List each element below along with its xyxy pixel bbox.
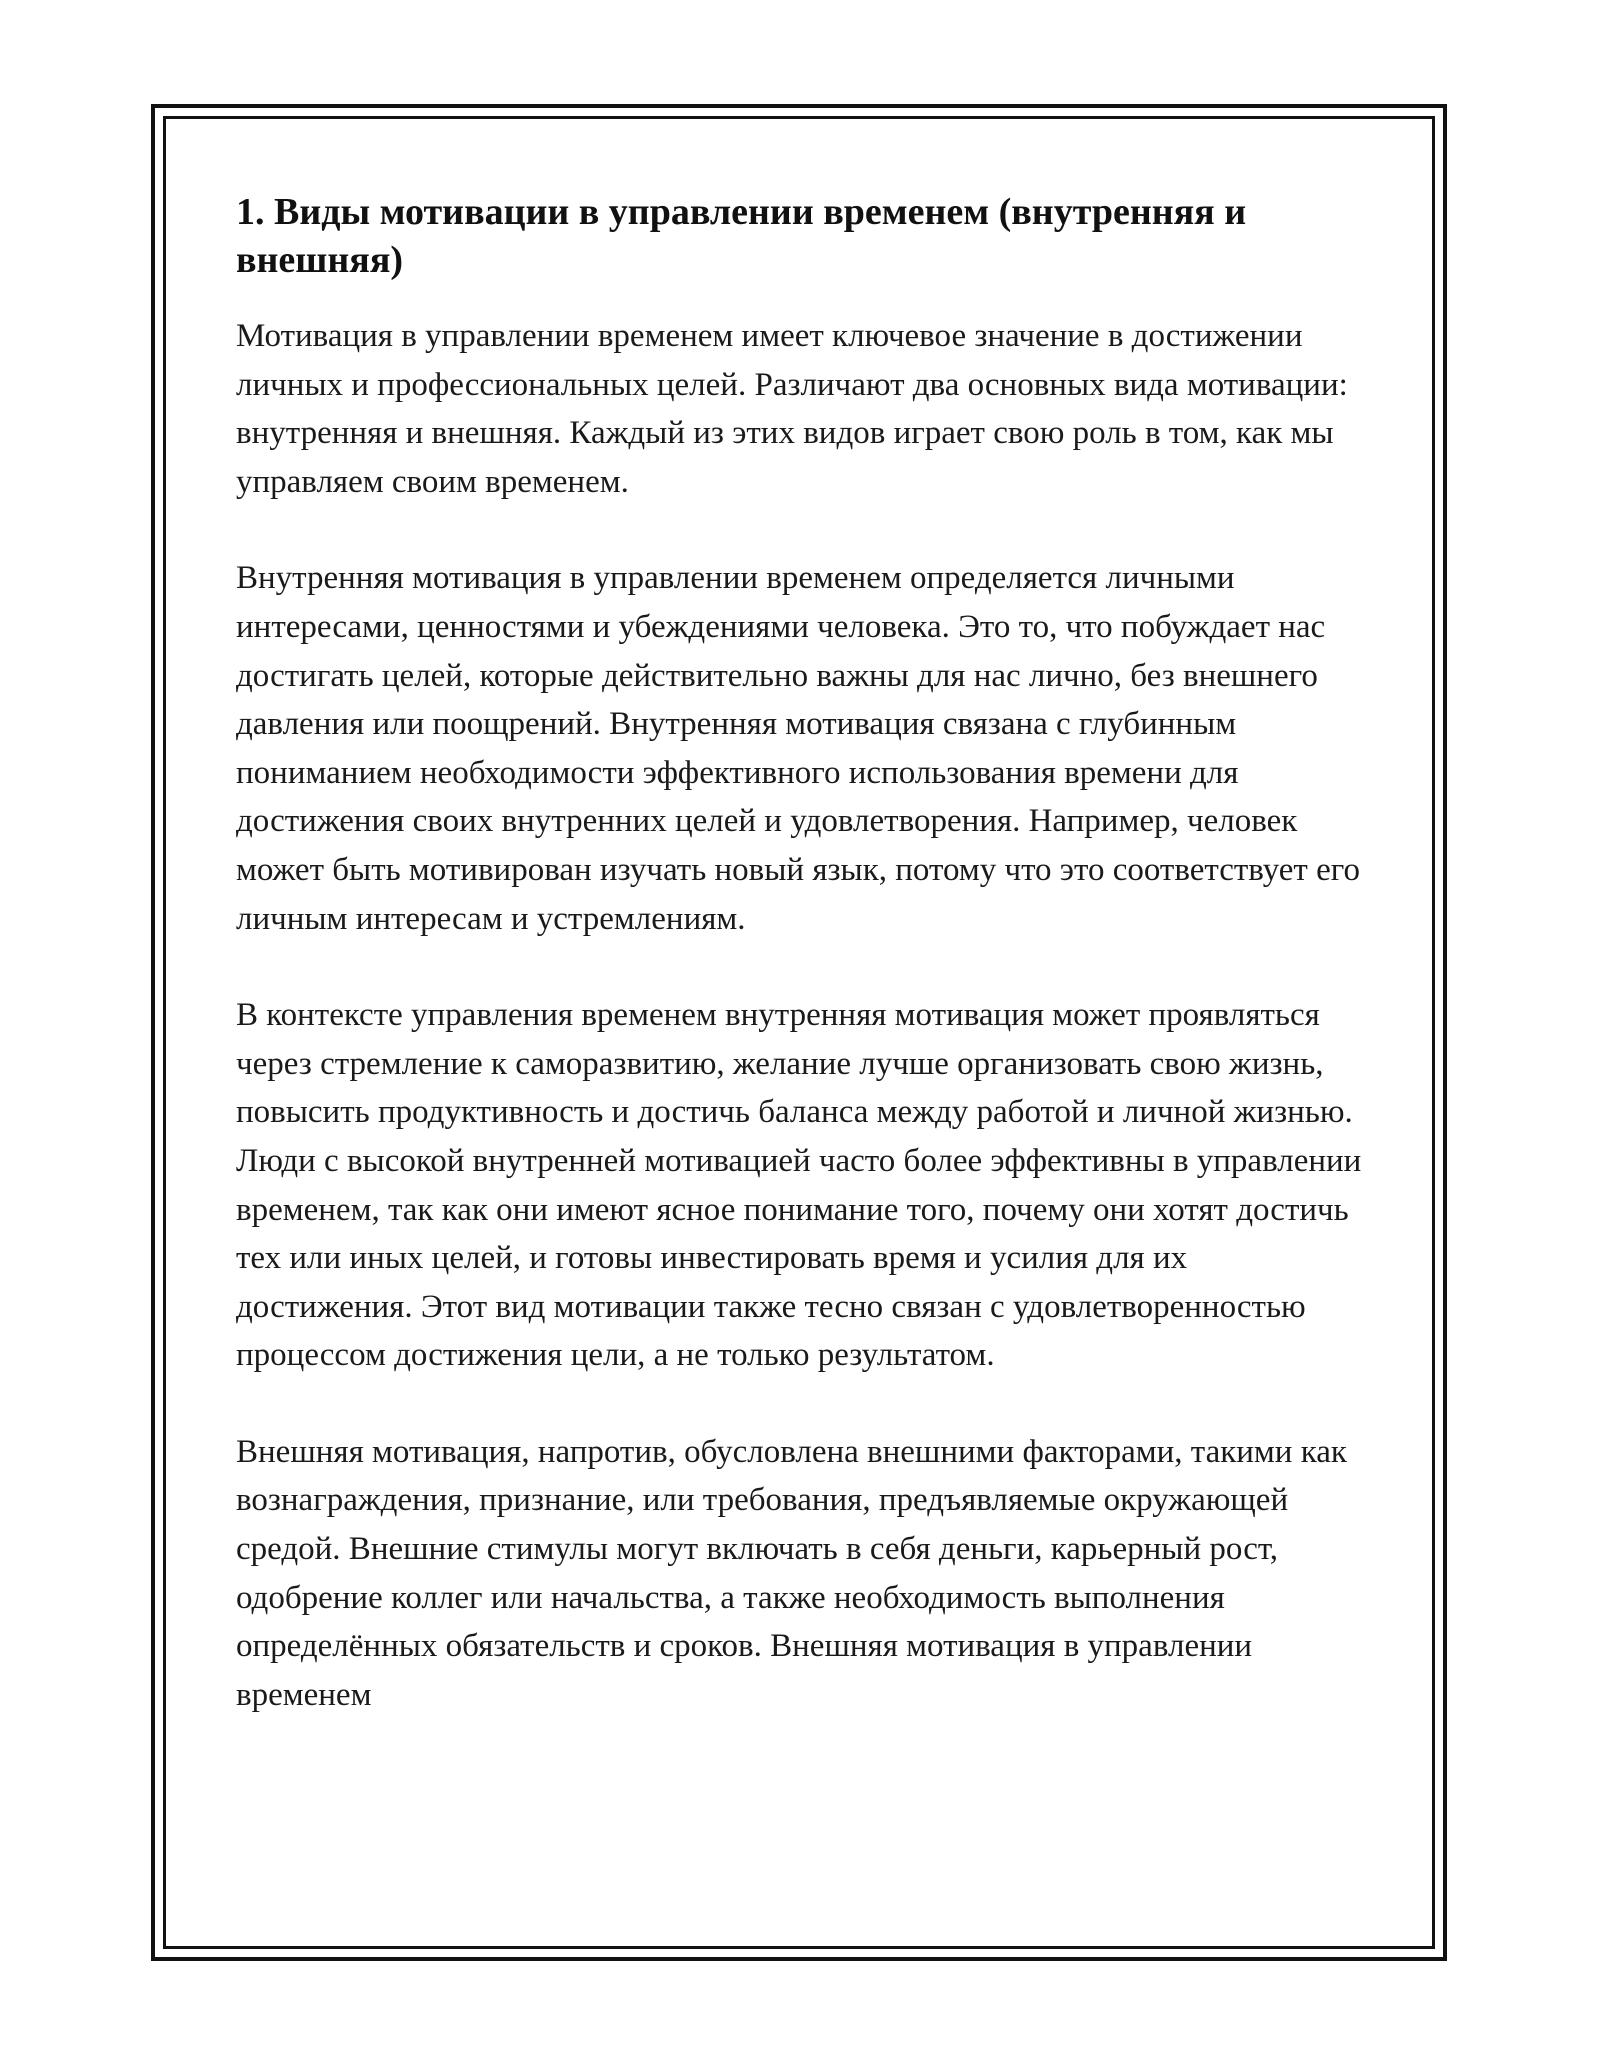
paragraph-internal-motivation: Внутренняя мотивация в управлении временем определяется личными интересами, ценностями и убеждениями человека. Это то, что побуждает нас достигать целей, которые действительно важны для нас лично, без внешнего давления или поощрений. Внутренняя мотивация связана с глубинным пониманием необходимости эффективного использования времени для достижения своих внутренних целей и удовлетворения. Например, человек может быть мотивирован изучать новый язык, потому что это соответствует его личным интересам и устремлениям. <box>236 560 1360 937</box>
section-heading: 1. Виды мотивации в управлении временем (внутренняя и внешняя) <box>236 191 1247 281</box>
paragraph-internal-context: В контексте управления временем внутренняя мотивация может проявляться через стремление к саморазвитию, желание лучше организовать свою жизнь, повысить продуктивность и достичь баланса между работой и личной жизнью. Люди с высокой внутренней мотивацией часто более эффективны в управлении временем, так как они имеют ясное понимание того, почему они хотят достичь тех или иных целей, и готовы инвестировать время и усилия для их достижения. Этот вид мотивации также тесно связан с удовлетворенностью процессом достижения цели, а не только результатом. <box>236 997 1362 1374</box>
paragraph-external-motivation: Внешняя мотивация, напротив, обусловлена внешними факторами, такими как вознаграждения, признание, или требования, предъявляемые окружающей средой. Внешние стимулы могут включать в себя деньги, карьерный рост, одобрение коллег или начальства, а также необходимость выполнения определённых обязательств и сроков. Внешняя мотивация в управлении временем <box>236 1433 1347 1713</box>
paragraph-intro: Мотивация в управлении временем имеет ключевое значение в достижении личных и профессиональных целей. Различают два основных вида мотивации: внутренняя и внешняя. Каждый из этих видов играет свою роль в том, как мы управляем своим временем. <box>236 318 1348 500</box>
document-body <box>236 188 1366 1719</box>
